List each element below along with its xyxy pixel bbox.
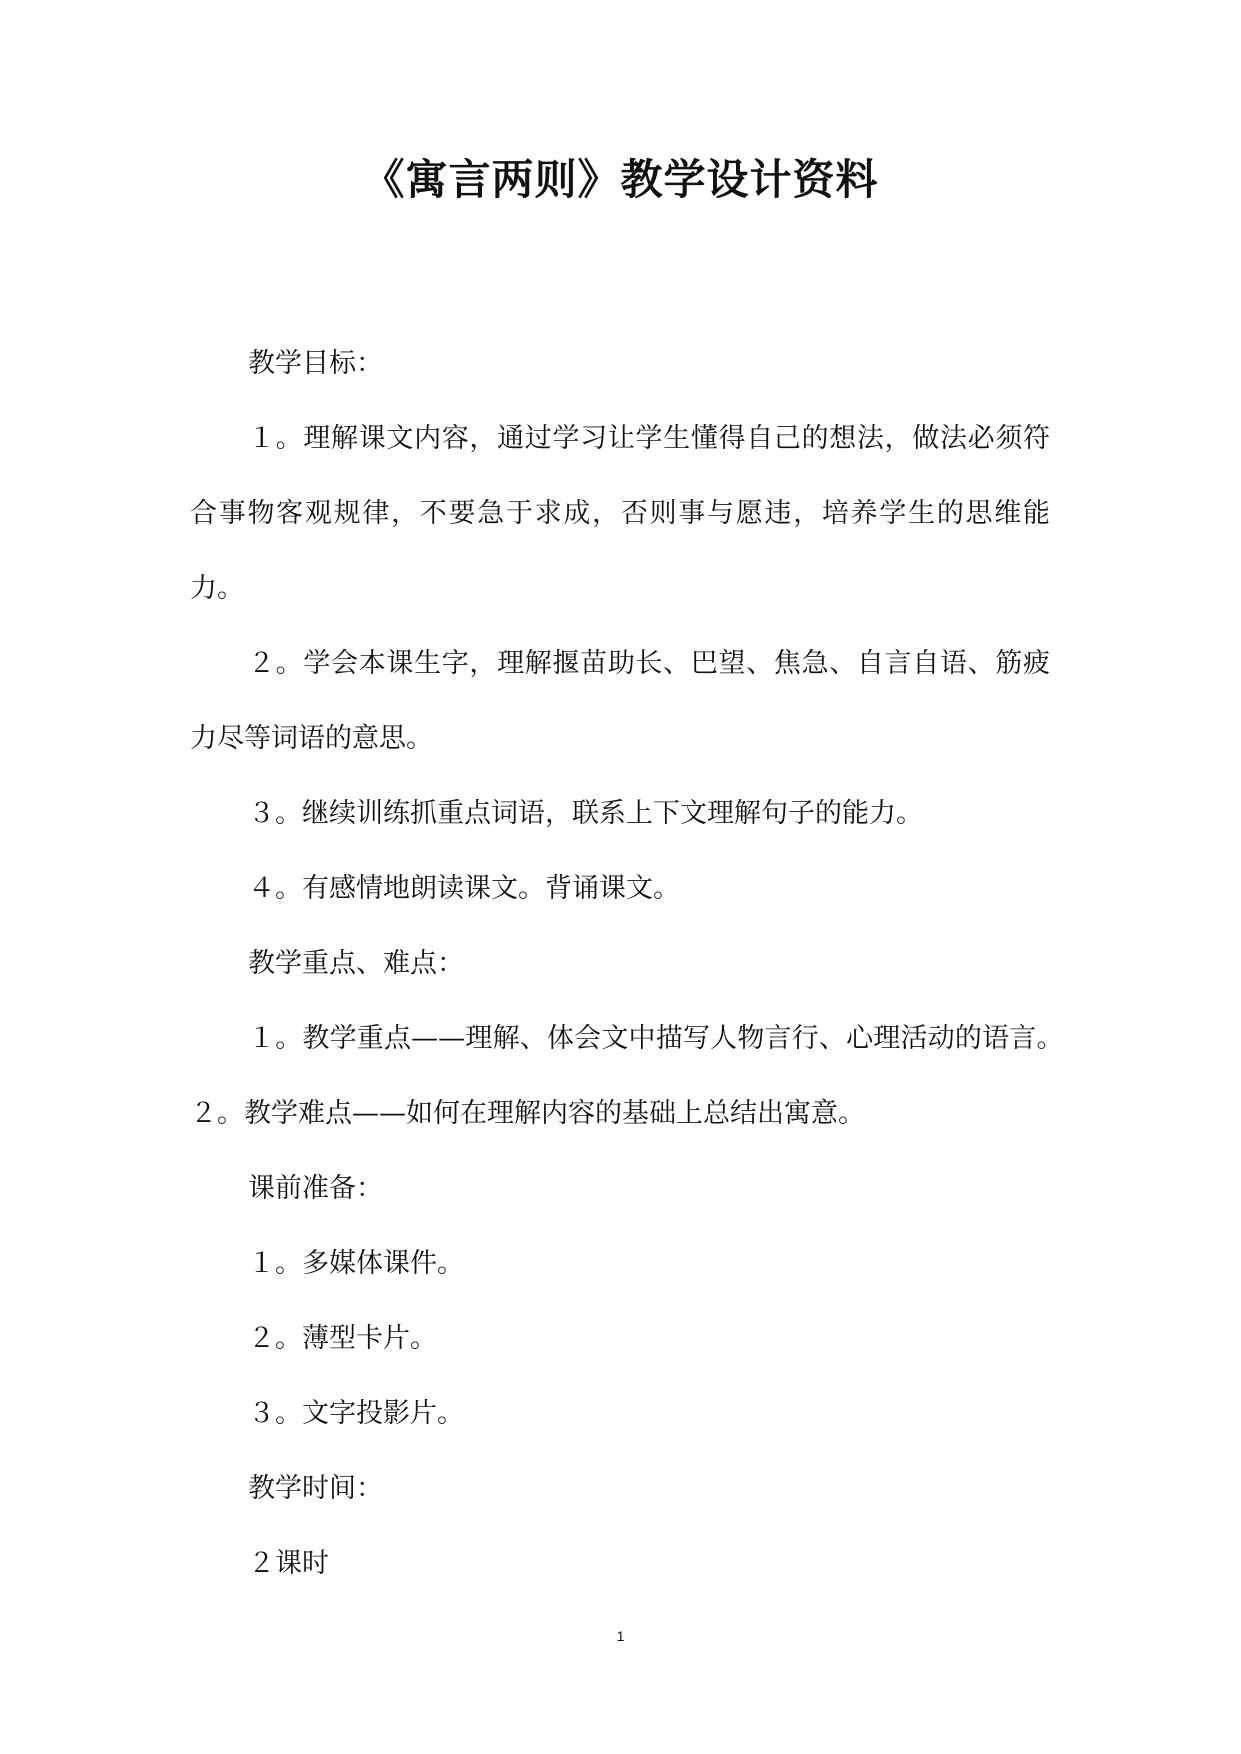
preparation-item-2: ２。薄型卡片。 xyxy=(248,1323,437,1354)
objective-item-2: ２。学会本课生字，理解揠苗助长、巴望、焦急、自言自语、筋疲力尽等词语的意思。 xyxy=(190,648,1050,754)
objective-item-3: ３。继续训练抓重点词语，联系上下文理解句子的能力。 xyxy=(248,798,923,829)
section-heading-key-points: 教学重点、难点： xyxy=(248,948,464,979)
objective-item-1: １。理解课文内容，通过学习让学生懂得自己的想法，做法必须符合事物客观规律，不要急于求成，否则事与愿违，培养学生的思维能力。 xyxy=(190,423,1050,604)
key-points-text: １。教学重点——理解、体会文中描写人物言行、心理活动的语言。 ２。教学难点——如何在理解内容的基础上总结出寓意。 xyxy=(190,1023,1131,1129)
preparation-item-1: １。多媒体课件。 xyxy=(248,1248,464,1279)
objective-item-4: ４。有感情地朗读课文。背诵课文。 xyxy=(248,873,680,904)
time-value: ２课时 xyxy=(248,1548,329,1579)
document-body xyxy=(190,326,1131,1601)
section-heading-preparation: 课前准备： xyxy=(248,1173,383,1204)
section-heading-time: 教学时间： xyxy=(248,1473,383,1504)
document-title: 《寓言两则》教学设计资料 xyxy=(362,155,879,204)
section-heading-objectives: 教学目标： xyxy=(248,348,383,379)
preparation-item-3: ３。文字投影片。 xyxy=(248,1398,464,1429)
page-number: 1 xyxy=(616,1628,625,1644)
